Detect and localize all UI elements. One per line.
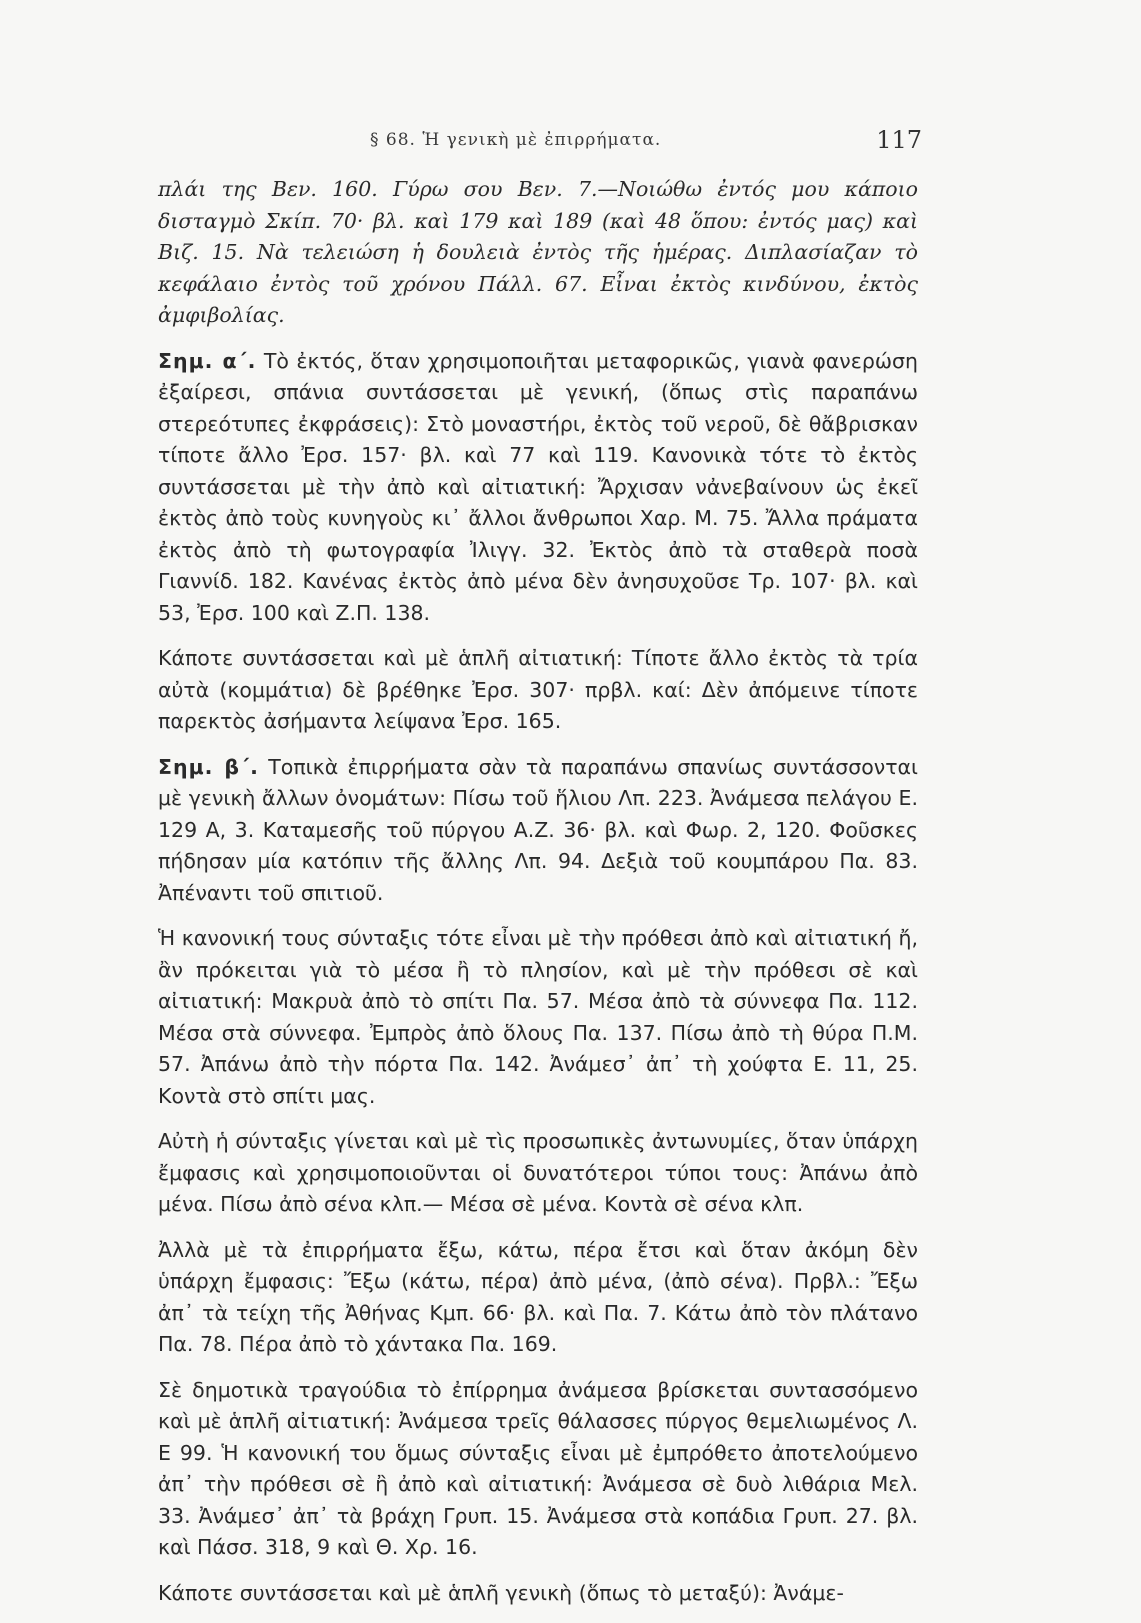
note-alpha-text: Τὸ ἐκτός, ὅταν χρησιμοποιῆται μεταφορικῶς, γιανὰ φανερώση ἐξαίρεσι, σπάνια συντάσσεται μὲ γενική, (ὅπως στὶς παραπάνω στερεότυπες ἐκφράσεις): Στὸ μοναστήρι, ἐκτὸς τοῦ νεροῦ, δὲ θἄβρισκαν τίποτε ἄλλο Ἐρσ. 157· βλ. καὶ 77 καὶ 119. Κανονικὰ τότε τὸ ἐκτὸς συντάσσεται μὲ τὴν ἀπὸ καὶ αἰτιατική: Ἄρχισαν νἀνεβαίνουν ὡς ἐκεῖ ἐκτὸς ἀπὸ τοὺς κυνηγοὺς κι᾿ ἄλλοι ἄνθρωποι Χαρ. Μ. 75. Ἄλλα πράματα ἐκτὸς ἀπὸ τὴ φωτογραφία Ἰλιγγ. 32. Ἐκτὸς ἀπὸ τὰ σταθερὰ ποσὰ Γιαννίδ. 182. Κανένας ἐκτὸς ἀπὸ μένα δὲν ἀνησυχοῦσε Τρ. 107· βλ. καὶ 53, Ἐρσ. 100 καὶ Ζ.Π. 138. [158, 348, 918, 625]
note-alpha-label: Σημ. α΄. [158, 348, 257, 373]
running-head: § 68. Ἡ γενικὴ μὲ ἐπιρρήματα. [370, 130, 662, 150]
note-beta [158, 752, 918, 910]
note-beta-text: Τοπικὰ ἐπιρρήματα σὰν τὰ παραπάνω σπανίως συντάσσονται μὲ γενικὴ ἄλλων ὀνομάτων: Πίσω τοῦ ἥλιου Λπ. 223. Ἀνάμεσα πελάγου Ε. 129 Α, 3. Καταμεσῆς τοῦ πύργου Α.Ζ. 36· βλ. καὶ Φωρ. 2, 120. Φοῦσκες πήδησαν μία κατόπιν τῆς ἄλλης Λπ. 94. Δεξιὰ τοῦ κουμπάρου Πα. 83. Ἀπέναντι τοῦ σπιτιοῦ. [158, 754, 918, 905]
page-number: 117 [876, 126, 922, 154]
note-alpha [158, 346, 918, 630]
paragraph-3: Ἡ κανονική τους σύνταξις τότε εἶναι μὲ τὴν πρόθεσι ἀπὸ καὶ αἰτιατική ἤ, ἂν πρόκειται γιὰ τὸ μέσα ἢ τὸ πλησίον, καὶ μὲ τὴν πρόθεσι σὲ καὶ αἰτιατική: Μακρυὰ ἀπὸ τὸ σπίτι Πα. 57. Μέσα ἀπὸ τὰ σύννεφα Πα. 112. Μέσα στὰ σύννεφα. Ἐμπρὸς ἀπὸ ὅλους Πα. 137. Πίσω ἀπὸ τὴ θύρα Π.Μ. 57. Ἀπάνω ἀπὸ τὴν πόρτα Πα. 142. Ἀνάμεσ᾿ ἀπ᾿ τὴ χούφτα Ε. 11, 25. Κοντὰ στὸ σπίτι μας. [158, 926, 918, 1108]
paragraph-1: πλάι της Βεν. 160. Γύρω σου Βεν. 7.—Νοιώθω ἐντός μου κάποιο δισταγμὸ Σκίπ. 70· βλ. καὶ 179 καὶ 189 (καὶ 48 ὅπου: ἐντός μας) καὶ Βιζ. 15. Νὰ τελειώση ἡ δουλειὰ ἐντὸς τῆς ἡμέρας. Διπλασίαζαν τὸ κεφάλαιο ἐντὸς τοῦ χρόνου Πάλλ. 67. Εἶναι ἐκτὸς κινδύνου, ἐκτὸς ἀμφιβολίας. [158, 177, 918, 327]
paragraph-2: Κάποτε συντάσσεται καὶ μὲ ἁπλῆ αἰτιατική: Τίποτε ἄλλο ἐκτὸς τὰ τρία αὐτὰ (κομμάτια) δὲ βρέθηκε Ἐρσ. 307· πρβλ. καί: Δὲν ἀπόμεινε τίποτε παρεκτὸς ἀσήμαντα λείψανα Ἐρσ. 165. [158, 646, 918, 733]
note-beta-label: Σημ. β΄. [158, 754, 259, 779]
paragraph-6: Σὲ δημοτικὰ τραγούδια τὸ ἐπίρρημα ἀνάμεσα βρίσκεται συντασσόμενο καὶ μὲ ἁπλῆ αἰτιατική: Ἀνάμεσα τρεῖς θάλασσες πύργος θεμελιωμένος Λ. Ε 99. Ἡ κανονική του ὅμως σύνταξις εἶναι μὲ ἐμπρόθετο ἀποτελούμενο ἀπ᾿ τὴν πρόθεσι σὲ ἢ ἀπὸ καὶ αἰτιατική: Ἀνάμεσα σὲ δυὸ λιθάρια Μελ. 33. Ἀνάμεσ᾿ ἀπ᾿ τὰ βράχη Γρυπ. 15. Ἀνάμεσα στὰ κοπάδια Γρυπ. 27. βλ. καὶ Πάσσ. 318, 9 καὶ Θ. Χρ. 16. [158, 1377, 918, 1559]
paragraph-4: Αὐτὴ ἡ σύνταξις γίνεται καὶ μὲ τὶς προσωπικὲς ἀντωνυμίες, ὅταν ὑπάρχη ἔμφασις καὶ χρησιμοποιοῦνται οἱ δυνατότεροι τύποι τους: Ἀπάνω ἀπὸ μένα. Πίσω ἀπὸ σένα κλπ.— Μέσα σὲ μένα. Κοντὰ σὲ σένα κλπ. [158, 1129, 918, 1216]
body-text [158, 174, 918, 1623]
paragraph-5: Ἀλλὰ μὲ τὰ ἐπιρρήματα ἔξω, κάτω, πέρα ἔτσι καὶ ὅταν ἀκόμη δὲν ὑπάρχη ἔμφασις: Ἔξω (κάτω, πέρα) ἀπὸ μένα, (ἀπὸ σένα). Πρβλ.: Ἔξω ἀπ᾿ τὰ τείχη τῆς Ἀθήνας Κμπ. 66· βλ. καὶ Πα. 7. Κάτω ἀπὸ τὸν πλάτανο Πα. 78. Πέρα ἀπὸ τὸ χάντακα Πα. 169. [158, 1237, 918, 1356]
paragraph-7: Κάποτε συντάσσεται καὶ μὲ ἁπλῆ γενικὴ (ὅπως τὸ μεταξύ): Ἀνάμε- [158, 1580, 844, 1605]
